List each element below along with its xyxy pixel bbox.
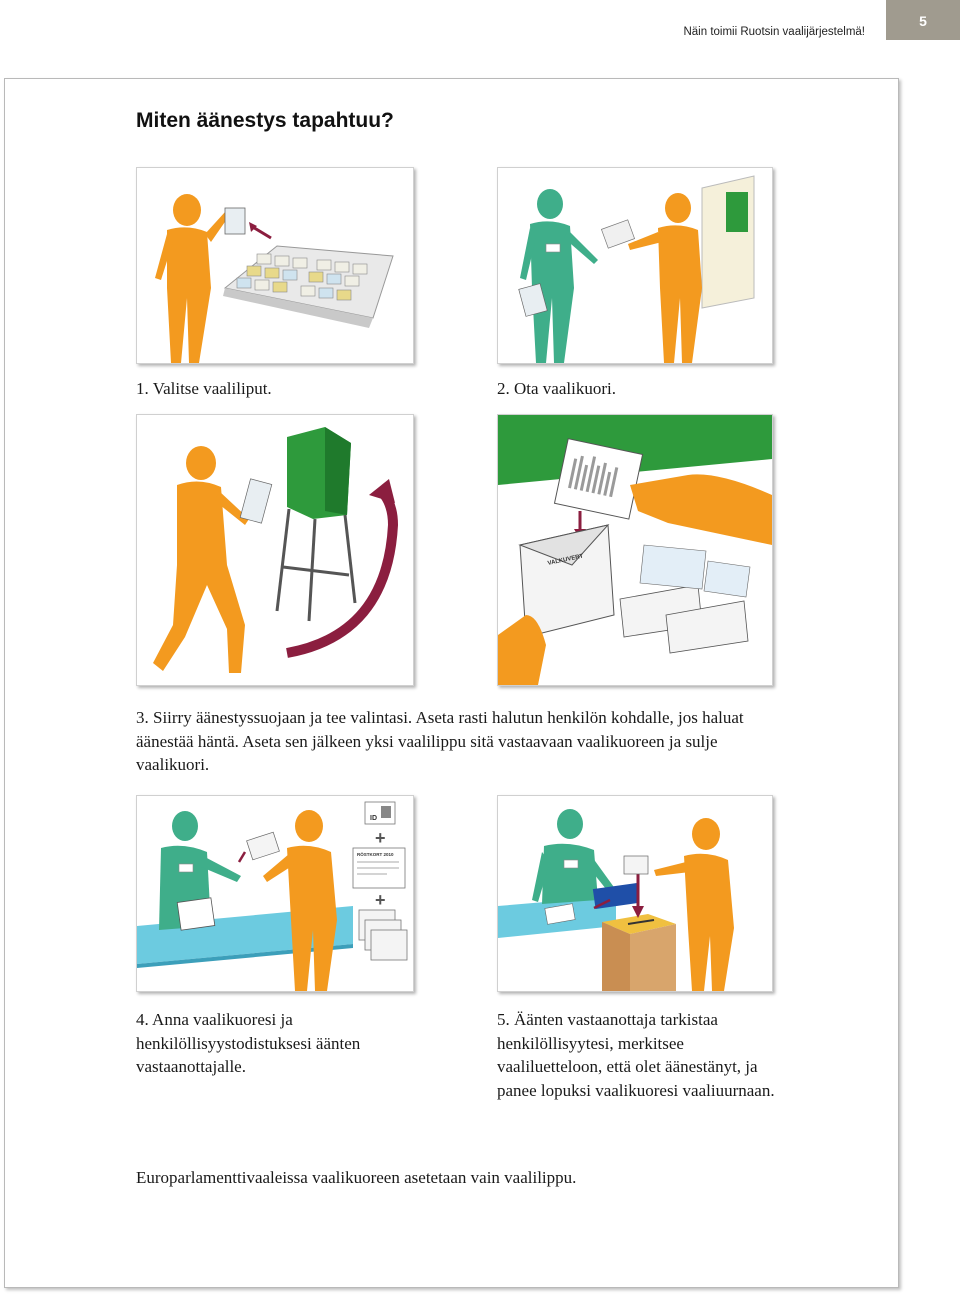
voter-figure: [155, 194, 229, 363]
step-2-caption: 2. Ota vaalikuori.: [497, 379, 616, 398]
step-1-caption: 1. Valitse vaaliliput.: [136, 379, 272, 398]
plus-icon: +: [375, 890, 386, 910]
voter-figure: [153, 446, 249, 673]
id-card-label: ID: [370, 815, 377, 822]
illustration-seal-envelope: [497, 414, 773, 686]
footer-note: Europarlamenttivaaleissa vaalikuoreen asetetaan vain vaalilippu.: [136, 1168, 577, 1187]
held-ballots: [225, 208, 245, 234]
illustration-take-envelope: [497, 167, 773, 364]
voter-hand: [630, 474, 772, 545]
step-3-caption: 3. Siirry äänestyssuojaan ja tee valintasi. Aseta rasti halutun henkilön kohdalle, jos haluat äänestää häntä. Aseta sen jälkeen yksi vaalilippu sitä vastaavaan vaalikuoreen ja sulje vaalikuori.: [136, 708, 744, 774]
voting-card-label: RÖSTKORT 2010: [357, 852, 394, 857]
step-5-caption: 5. Äänten vastaanottaja tarkistaa henkilöllisyytesi, merkitsee vaaliluetteloon, että olet äänestänyt, ja panee lopuksi vaalikuoresi vaaliuurnaan.: [497, 1010, 775, 1100]
illustration-hand-over: [136, 795, 414, 992]
voting-card: [353, 848, 405, 888]
voter-figure: [628, 193, 702, 363]
plus-icon: +: [375, 828, 386, 848]
voting-booth: [277, 427, 355, 621]
running-header: Näin toimii Ruotsin vaalijärjestelmä!: [683, 26, 865, 38]
ballot-box: [593, 883, 676, 991]
illustration-ballot-box: [497, 795, 773, 992]
envelope-secondary: [620, 545, 750, 653]
page-number-tab: 5: [886, 0, 960, 40]
ballot-rack: [223, 246, 393, 328]
step-4-caption: 4. Anna vaalikuoresi ja henkilöllisyystodistuksesi äänten vastaanottajalle.: [136, 1010, 361, 1076]
official-figure: [520, 189, 598, 363]
page-title: Miten äänestys tapahtuu?: [136, 109, 394, 132]
illustration-choose-ballots: [136, 167, 414, 364]
id-card: [365, 802, 395, 824]
envelope-stack: [359, 910, 407, 960]
illustration-enter-booth: [136, 414, 414, 686]
envelope-label: VALKUVERT: [547, 553, 584, 567]
voting-booth-background: [702, 176, 754, 308]
